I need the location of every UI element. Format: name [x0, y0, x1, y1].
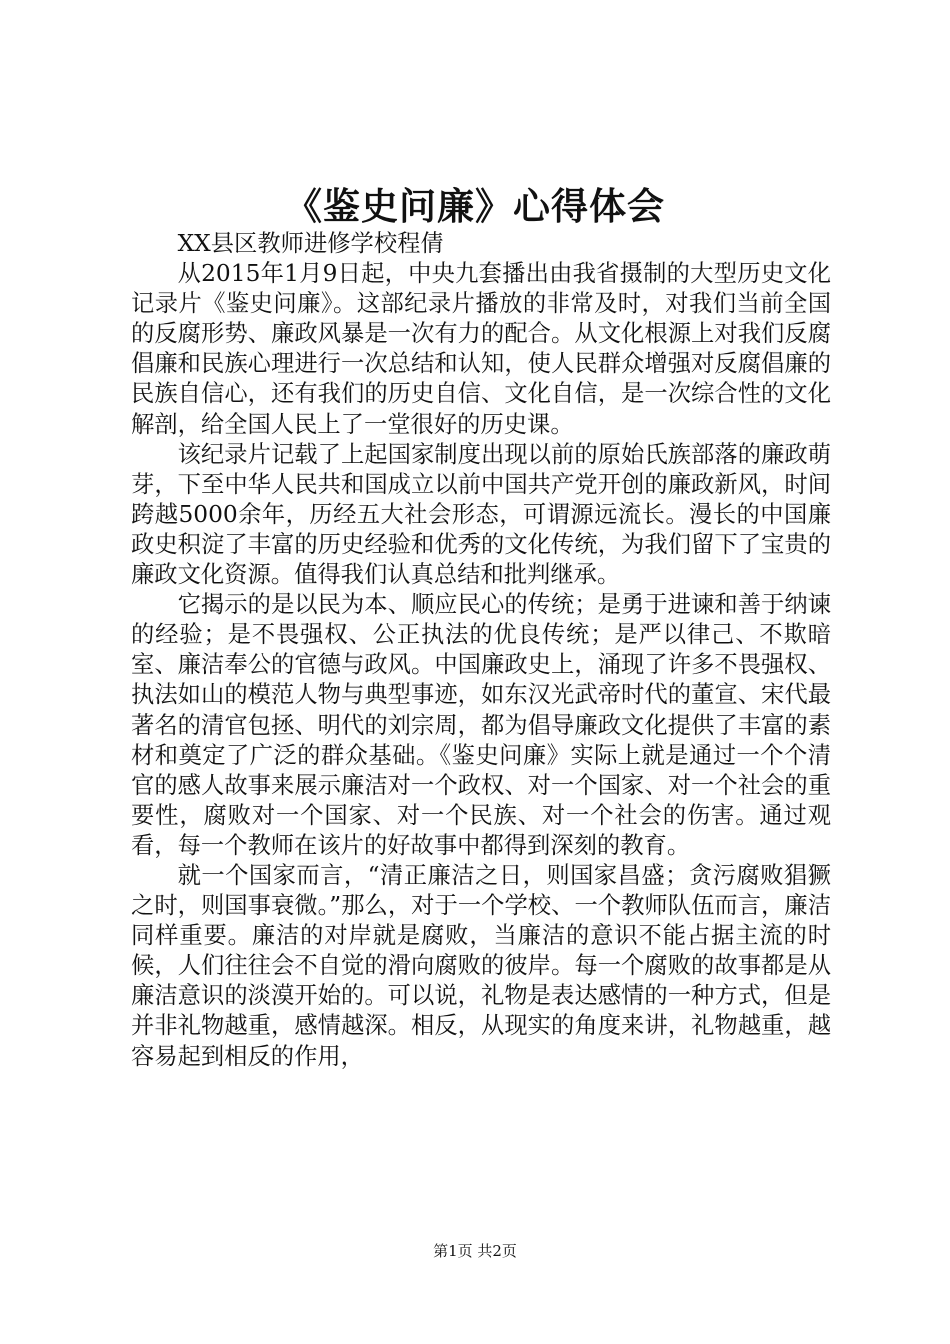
author-line: XX县区教师进修学校程倩 — [177, 230, 444, 257]
document-title: 《鉴史问廉》心得体会 — [285, 185, 665, 228]
paragraph: 从2015年1月9日起，中央九套播出由我省摄制的大型历史文化记录片《鉴史问廉》。这部纪录片播放的非常及时，对我们当前全国的反腐形势、廉政风暴是一次有力的配合。从文化根源上对我们反腐倡廉和民族心理进行一次总结和认知，使人民群众增强对反腐倡廉的民族自信心，还有我们的历史自信、文化自信，是一次综合性的文化解剖，给全国人民上了一堂很好的历史课。 — [131, 260, 831, 438]
page-footer: 第1页 共2页 — [433, 1242, 517, 1260]
paragraph: 该纪录片记载了上起国家制度出现以前的原始氏族部落的廉政萌芽，下至中华人民共和国成立以前中国共产党开创的廉政新风，时间跨越5000余年，历经五大社会形态，可谓源远流长。漫长的中国廉政史积淀了丰富的历史经验和优秀的文化传统，为我们留下了宝贵的廉政文化资源。值得我们认真总结和批判继承。 — [131, 440, 831, 589]
document-body — [131, 229, 831, 1072]
paragraph: 它揭示的是以民为本、顺应民心的传统；是勇于进谏和善于纳谏的经验；是不畏强权、公正执法的优良传统；是严以律己、不欺暗室、廉洁奉公的官德与政风。中国廉政史上，涌现了许多不畏强权、执法如山的模范人物与典型事迹，如东汉光武帝时代的董宣、宋代最著名的清官包拯、明代的刘宗周，都为倡导廉政文化提供了丰富的素材和奠定了广泛的群众基础。《鉴史问廉》实际上就是通过一个个清官的感人故事来展示廉洁对一个政权、对一个国家、对一个社会的重要性，腐败对一个国家、对一个民族、对一个社会的伤害。通过观看，每一个教师在该片的好故事中都得到深刻的教育。 — [131, 591, 831, 859]
paragraph: 就一个国家而言，“清正廉洁之日，则国家昌盛；贪污腐败猖獗之时，则国事衰微。”那么，对于一个学校、一个教师队伍而言，廉洁同样重要。廉洁的对岸就是腐败，当廉洁的意识不能占据主流的时候，人们往往会不自觉的滑向腐败的彼岸。每一个腐败的故事都是从廉洁意识的淡漠开始的。可以说，礼物是表达感情的一种方式，但是并非礼物越重，感情越深。相反，从现实的角度来讲，礼物越重，越容易起到相反的作用， — [131, 861, 831, 1070]
